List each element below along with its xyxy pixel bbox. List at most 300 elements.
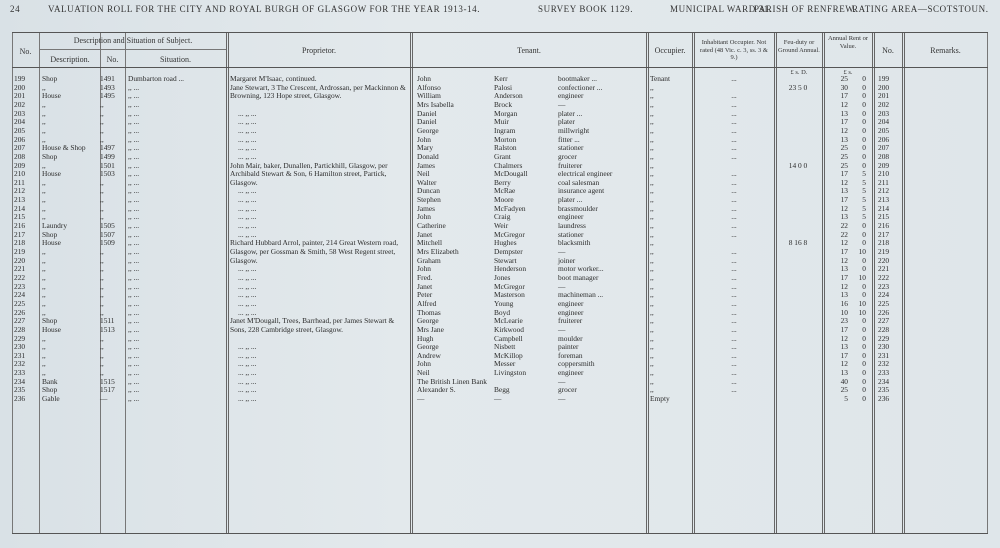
- row-situation: ,, ...: [128, 359, 140, 369]
- row-occupier: ,,: [650, 160, 654, 170]
- row-rent-shillings: 0: [862, 82, 866, 92]
- row-rent-pounds: 13: [840, 212, 848, 222]
- row-number-right: 206: [878, 134, 890, 144]
- row-rent-shillings: 0: [862, 143, 866, 153]
- row-tenant-occupation: millwright: [558, 125, 590, 135]
- row-number-right: 225: [878, 298, 890, 308]
- row-number: 204: [14, 117, 26, 127]
- row-number-right: 210: [878, 169, 890, 179]
- row-situation: ,, ...: [128, 125, 140, 135]
- row-rent-pounds: 12: [840, 359, 848, 369]
- row-situation: ,, ...: [128, 247, 140, 256]
- row-description: ,,: [42, 359, 46, 369]
- row-situation: ,, ...: [128, 290, 140, 300]
- row-tenant-surname: McGregor: [494, 281, 525, 291]
- running-head-area: RATING AREA—SCOTSTOUN.: [852, 4, 989, 14]
- row-number-right: 213: [878, 195, 890, 205]
- row-tenant-occupation: foreman: [558, 350, 583, 360]
- row-occupier: ,,: [650, 203, 654, 213]
- row-inhabitant: ...: [731, 186, 737, 196]
- row-tenant-forename: William: [417, 91, 441, 101]
- row-occupier: ,,: [650, 134, 654, 144]
- row-house-number: ,,: [100, 342, 104, 352]
- row-number: 202: [14, 99, 26, 109]
- row-tenant-occupation: fruiterer: [558, 316, 583, 326]
- row-house-number: ,,: [100, 247, 104, 256]
- row-tenant-occupation: plater ...: [558, 108, 583, 118]
- row-rent-pounds: 40: [840, 376, 848, 386]
- row-tenant-surname: Henderson: [494, 264, 527, 274]
- row-inhabitant: ...: [731, 368, 737, 378]
- row-rent-pounds: 17: [840, 169, 848, 179]
- row-tenant-occupation: electrical engineer: [558, 169, 613, 179]
- row-tenant-forename: Neil: [417, 169, 430, 179]
- row-proprietor-ditto: ... ,, ...: [238, 186, 257, 196]
- row-number-right: 231: [878, 350, 890, 360]
- row-tenant-surname: Muir: [494, 117, 509, 127]
- row-inhabitant: ...: [731, 290, 737, 300]
- row-tenant-forename: —: [417, 394, 425, 404]
- row-rent-shillings: 10: [858, 307, 866, 317]
- row-tenant-occupation: engineer: [558, 298, 584, 308]
- row-proprietor-ditto: ... ,, ...: [238, 394, 257, 404]
- row-number: 229: [14, 333, 26, 343]
- row-tenant-occupation: confectioner ...: [558, 82, 603, 92]
- row-inhabitant: ...: [731, 134, 737, 144]
- row-description: ,,: [42, 186, 46, 196]
- row-number-right: 228: [878, 324, 890, 334]
- row-tenant-forename: Donald: [417, 151, 439, 161]
- row-number: 218: [14, 238, 26, 248]
- row-tenant-surname: McKillop: [494, 350, 523, 360]
- row-occupier: ,,: [650, 307, 654, 317]
- row-occupier: ,,: [650, 99, 654, 109]
- row-tenant-surname: Morgan: [494, 108, 518, 118]
- row-house-number: 1501: [100, 160, 115, 170]
- row-number-right: 205: [878, 125, 890, 135]
- row-tenant-occupation: —: [558, 376, 566, 386]
- row-number-right: 209: [878, 160, 890, 170]
- row-rent-shillings: 0: [862, 160, 866, 170]
- row-tenant-forename: Daniel: [417, 108, 437, 118]
- row-inhabitant: ...: [731, 324, 737, 334]
- row-tenant-forename: John: [417, 359, 431, 369]
- row-description: ,,: [42, 195, 46, 205]
- row-tenant-occupation: motor worker...: [558, 264, 604, 274]
- row-inhabitant: ...: [731, 195, 737, 205]
- row-inhabitant: ...: [731, 385, 737, 395]
- row-tenant-occupation: moulder: [558, 333, 583, 343]
- row-tenant-occupation: insurance agent: [558, 186, 605, 196]
- row-rent-pounds: 5: [844, 394, 848, 404]
- row-occupier: ,,: [650, 169, 654, 179]
- row-number-right: 233: [878, 368, 890, 378]
- col-occupier: Occupier.: [654, 46, 686, 55]
- row-number: 231: [14, 350, 26, 360]
- row-occupier: ,,: [650, 368, 654, 378]
- row-rent-shillings: 0: [862, 359, 866, 369]
- row-rent-shillings: 0: [862, 264, 866, 274]
- col-feuduty: Feu-duty or Ground Annual.: [778, 39, 820, 54]
- survey-book: SURVEY BOOK 1129.: [538, 4, 634, 14]
- row-tenant-surname: McGregor: [494, 229, 525, 239]
- row-tenant-forename: Graham: [417, 255, 441, 265]
- row-situation: ,, ...: [128, 368, 140, 378]
- row-tenant-occupation: —: [558, 247, 566, 256]
- row-rent-shillings: 0: [862, 324, 866, 334]
- row-tenant-forename: John: [417, 212, 431, 222]
- row-rent-pounds: 12: [840, 281, 848, 291]
- row-occupier: ,,: [650, 212, 654, 222]
- row-inhabitant: ...: [731, 143, 737, 153]
- row-situation: ,, ...: [128, 160, 140, 170]
- row-proprietor-ditto: ... ,, ...: [238, 134, 257, 144]
- row-situation: ,, ...: [128, 342, 140, 352]
- row-number: 232: [14, 359, 26, 369]
- row-house-number: 1499: [100, 151, 115, 161]
- row-rent-shillings: 5: [862, 203, 866, 213]
- row-house-number: ,,: [100, 281, 104, 291]
- row-inhabitant: ...: [731, 359, 737, 369]
- row-tenant-occupation: —: [558, 281, 566, 291]
- row-description: House: [42, 324, 61, 334]
- row-tenant-forename: John: [417, 134, 431, 144]
- row-tenant-occupation: plater: [558, 117, 575, 127]
- row-feuduty: 14 0 0: [788, 160, 808, 170]
- row-situation: ,, ...: [128, 350, 140, 360]
- row-tenant-occupation: —: [558, 99, 566, 109]
- row-tenant-surname: Nisbett: [494, 342, 516, 352]
- row-rent-shillings: 0: [862, 350, 866, 360]
- row-rent-pounds: 25: [840, 143, 848, 153]
- row-proprietor-ditto: ... ,, ...: [238, 376, 257, 386]
- row-rent-shillings: 5: [862, 212, 866, 222]
- row-number: 220: [14, 255, 26, 265]
- row-occupier: ,,: [650, 91, 654, 101]
- row-occupier: ,,: [650, 177, 654, 187]
- col-no-right: No.: [882, 46, 894, 55]
- row-rent-pounds: 13: [840, 290, 848, 300]
- row-house-number: ,,: [100, 117, 104, 127]
- row-number-right: 219: [878, 247, 890, 256]
- row-description: ,,: [42, 290, 46, 300]
- row-situation: ,, ...: [128, 221, 140, 231]
- row-rent-pounds: 12: [840, 255, 848, 265]
- row-occupier: ,,: [650, 281, 654, 291]
- row-house-number: ,,: [100, 359, 104, 369]
- row-situation: ,, ...: [128, 316, 140, 326]
- row-description: House & Shop: [42, 143, 86, 153]
- row-rent-pounds: 13: [840, 368, 848, 378]
- row-description: ,,: [42, 247, 46, 256]
- row-description: ,,: [42, 350, 46, 360]
- row-inhabitant: ...: [731, 350, 737, 360]
- row-number-right: 234: [878, 376, 890, 386]
- valuation-table: [12, 32, 988, 534]
- row-number: 215: [14, 212, 26, 222]
- proprietor-entry: Margaret M'Isaac, continued.: [230, 74, 317, 83]
- row-description: House: [42, 238, 61, 248]
- row-rent-shillings: 0: [862, 290, 866, 300]
- row-situation: ,, ...: [128, 376, 140, 386]
- proprietor-entry: John Mair, baker, Dunallen, Partickhill, Glasgow, per Archibald Stewart & Son, 6 Hamilton street, Partick, Glasgow.: [230, 160, 388, 187]
- row-number-right: 230: [878, 342, 890, 352]
- row-rent-pounds: 13: [840, 342, 848, 352]
- row-tenant-surname: Dempster: [494, 247, 523, 256]
- row-house-number: ,,: [100, 134, 104, 144]
- row-situation: ,, ...: [128, 264, 140, 274]
- row-number-right: 221: [878, 264, 890, 274]
- row-proprietor-ditto: ... ,, ...: [238, 143, 257, 153]
- row-description: ,,: [42, 125, 46, 135]
- row-number-right: 215: [878, 212, 890, 222]
- row-description: ,,: [42, 272, 46, 282]
- row-rent-pounds: 10: [840, 307, 848, 317]
- row-tenant-occupation: boot manager: [558, 272, 599, 282]
- row-situation: ,, ...: [128, 281, 140, 291]
- row-inhabitant: ...: [731, 169, 737, 179]
- row-tenant-surname: Masterson: [494, 290, 525, 300]
- row-rent-shillings: 0: [862, 342, 866, 352]
- row-number: 230: [14, 342, 26, 352]
- row-proprietor-ditto: ... ,, ...: [238, 272, 257, 282]
- row-tenant-surname: Livingston: [494, 368, 527, 378]
- row-house-number: ,,: [100, 307, 104, 317]
- row-number: 217: [14, 229, 26, 239]
- row-rent-pounds: 23: [840, 316, 848, 326]
- row-occupier: ,,: [650, 333, 654, 343]
- row-inhabitant: ...: [731, 125, 737, 135]
- row-tenant-occupation: stationer: [558, 143, 584, 153]
- proprietor-entry: Richard Hubbard Arrol, painter, 214 Great Western road, Glasgow, per Gossman & Smith, 58 West Regent street, Glasgow.: [230, 238, 399, 265]
- row-situation: ,, ...: [128, 99, 140, 109]
- row-inhabitant: ...: [731, 298, 737, 308]
- row-inhabitant: ...: [731, 74, 737, 83]
- row-rent-pounds: 25: [840, 385, 848, 395]
- row-house-number: 1513: [100, 324, 115, 334]
- row-number-right: 224: [878, 290, 890, 300]
- row-rent-pounds: 12: [840, 125, 848, 135]
- row-proprietor-ditto: ... ,, ...: [238, 350, 257, 360]
- row-situation: ,, ...: [128, 186, 140, 196]
- row-house-number: ,,: [100, 333, 104, 343]
- row-tenant-forename: Mrs Elizabeth: [417, 247, 459, 256]
- row-rent-pounds: 22: [840, 221, 848, 231]
- row-proprietor-ditto: ... ,, ...: [238, 281, 257, 291]
- row-description: ,,: [42, 212, 46, 222]
- row-rent-shillings: 0: [862, 125, 866, 135]
- row-number-right: 201: [878, 91, 890, 101]
- row-tenant-forename: Mrs Jane: [417, 324, 444, 334]
- row-tenant-occupation: laundress: [558, 221, 586, 231]
- row-rent-pounds: 17: [840, 117, 848, 127]
- row-house-number: ,,: [100, 195, 104, 205]
- roll-title: VALUATION ROLL FOR THE CITY AND ROYAL BURGH OF GLASGOW FOR THE YEAR 1913-14.: [48, 4, 481, 14]
- row-tenant-occupation: grocer: [558, 151, 577, 161]
- row-description: ,,: [42, 82, 46, 92]
- row-tenant-surname: McDougall: [494, 169, 528, 179]
- row-tenant-forename: Janet: [417, 281, 433, 291]
- row-tenant-surname: McLearie: [494, 316, 523, 326]
- row-tenant-forename: Walter: [417, 177, 437, 187]
- row-occupier: ,,: [650, 229, 654, 239]
- row-number-right: 220: [878, 255, 890, 265]
- row-number-right: 203: [878, 108, 890, 118]
- row-number: 226: [14, 307, 26, 317]
- row-inhabitant: ...: [731, 91, 737, 101]
- row-proprietor-ditto: ... ,, ...: [238, 229, 257, 239]
- row-situation: ,, ...: [128, 151, 140, 161]
- row-tenant-surname: Anderson: [494, 91, 523, 101]
- row-number: 201: [14, 91, 26, 101]
- row-occupier: ,,: [650, 117, 654, 127]
- row-rent-shillings: 5: [862, 177, 866, 187]
- row-situation: ,, ...: [128, 272, 140, 282]
- row-tenant-occupation: —: [558, 394, 566, 404]
- row-tenant-forename: Neil: [417, 368, 430, 378]
- row-proprietor-ditto: ... ,, ...: [238, 290, 257, 300]
- row-situation: ,, ...: [128, 229, 140, 239]
- row-inhabitant: ...: [731, 342, 737, 352]
- row-tenant-forename: Hugh: [417, 333, 434, 343]
- row-number: 208: [14, 151, 26, 161]
- row-house-number: ,,: [100, 108, 104, 118]
- row-rent-pounds: 12: [840, 203, 848, 213]
- row-number-right: 199: [878, 74, 890, 83]
- row-rent-pounds: 13: [840, 264, 848, 274]
- row-rent-shillings: 10: [858, 298, 866, 308]
- row-tenant-surname: Weir: [494, 221, 509, 231]
- row-description: ,,: [42, 160, 46, 170]
- row-occupier: ,,: [650, 264, 654, 274]
- row-rent-shillings: 5: [862, 169, 866, 179]
- row-rent-shillings: 0: [862, 333, 866, 343]
- row-description: ,,: [42, 99, 46, 109]
- row-tenant-occupation: stationer: [558, 229, 584, 239]
- row-rent-shillings: 0: [862, 376, 866, 386]
- row-rent-pounds: 25: [840, 74, 848, 83]
- row-rent-shillings: 0: [862, 316, 866, 326]
- row-rent-shillings: 0: [862, 281, 866, 291]
- row-number-right: 226: [878, 307, 890, 317]
- running-head-parish: PARISH OF RENFREW.: [754, 4, 857, 14]
- row-number-right: 227: [878, 316, 890, 326]
- row-tenant-occupation: brassmoulder: [558, 203, 598, 213]
- row-number-right: 222: [878, 272, 890, 282]
- row-tenant-surname: Palosi: [494, 82, 513, 92]
- row-tenant-forename: Mitchell: [417, 238, 443, 248]
- row-description: ,,: [42, 333, 46, 343]
- row-rent-pounds: 17: [840, 324, 848, 334]
- row-occupier: ,,: [650, 82, 654, 92]
- row-number-right: 216: [878, 221, 890, 231]
- row-tenant-occupation: engineer: [558, 368, 584, 378]
- row-rent-pounds: 12: [840, 99, 848, 109]
- row-situation: ,, ...: [128, 333, 140, 343]
- col-no: No.: [19, 47, 32, 56]
- row-house-number: 1515: [100, 376, 115, 386]
- row-proprietor-ditto: ... ,, ...: [238, 195, 257, 205]
- row-tenant-surname: Campbell: [494, 333, 523, 343]
- row-house-number: 1503: [100, 169, 115, 179]
- row-tenant-occupation: fitter ...: [558, 134, 580, 144]
- row-rent-pounds: 17: [840, 350, 848, 360]
- row-inhabitant: ...: [731, 221, 737, 231]
- row-occupier: ,,: [650, 221, 654, 231]
- row-number-right: 204: [878, 117, 890, 127]
- row-number: 234: [14, 376, 26, 386]
- row-inhabitant: ...: [731, 272, 737, 282]
- row-house-number: 1511: [100, 316, 115, 326]
- row-inhabitant: ...: [731, 108, 737, 118]
- row-rent-pounds: 17: [840, 91, 848, 101]
- row-tenant-occupation: engineer: [558, 307, 584, 317]
- row-tenant-surname: Kerr: [494, 74, 508, 83]
- row-occupier: ,,: [650, 359, 654, 369]
- row-inhabitant: ...: [731, 376, 737, 386]
- row-house-number: 1497: [100, 143, 115, 153]
- row-tenant-surname: Ingram: [494, 125, 516, 135]
- row-number: 235: [14, 385, 26, 395]
- row-occupier: ,,: [650, 342, 654, 352]
- row-rent-pounds: 17: [840, 247, 848, 256]
- row-tenant-surname: McRae: [494, 186, 516, 196]
- row-number-right: 207: [878, 143, 890, 153]
- row-number: 210: [14, 169, 26, 179]
- row-number: 221: [14, 264, 26, 274]
- row-tenant-forename: Andrew: [417, 350, 441, 360]
- row-description: Shop: [42, 229, 58, 239]
- row-description: ,,: [42, 368, 46, 378]
- row-rent-shillings: 0: [862, 238, 866, 248]
- row-tenant-surname: Grant: [494, 151, 511, 161]
- row-tenant-surname: —: [494, 394, 502, 404]
- row-description: Shop: [42, 385, 58, 395]
- row-inhabitant: ...: [731, 99, 737, 109]
- row-tenant-forename: Mrs Isabella: [417, 99, 454, 109]
- row-tenant-occupation: machineman ...: [558, 290, 604, 300]
- row-tenant-surname: Boyd: [494, 307, 511, 317]
- row-house-number: ,,: [100, 212, 104, 222]
- row-proprietor-ditto: ... ,, ...: [238, 359, 257, 369]
- row-house-number: ,,: [100, 255, 104, 265]
- row-rent-pounds: 22: [840, 229, 848, 239]
- row-rent-pounds: 17: [840, 195, 848, 205]
- row-rent-shillings: 0: [862, 108, 866, 118]
- row-description: Shop: [42, 316, 58, 326]
- row-tenant-surname: Begg: [494, 385, 510, 395]
- row-tenant-surname: Young: [494, 298, 514, 308]
- row-situation: ,, ...: [128, 212, 140, 222]
- row-occupier: ,,: [650, 195, 654, 205]
- row-situation: ,, ...: [128, 385, 140, 395]
- row-number-right: 235: [878, 385, 890, 395]
- row-description: Shop: [42, 74, 58, 83]
- row-inhabitant: ...: [731, 333, 737, 343]
- row-house-number: ,,: [100, 125, 104, 135]
- row-occupier: ,,: [650, 350, 654, 360]
- row-house-number: ,,: [100, 350, 104, 360]
- row-rent-pounds: 13: [840, 108, 848, 118]
- row-tenant-occupation: bootmaker ...: [558, 74, 597, 83]
- running-head: [10, 4, 990, 18]
- row-rent-shillings: 0: [862, 394, 866, 404]
- row-tenant-surname: Messer: [494, 359, 516, 369]
- row-description: ,,: [42, 281, 46, 291]
- row-house-number: ,,: [100, 264, 104, 274]
- row-number-right: 217: [878, 229, 890, 239]
- row-tenant-surname: Moore: [494, 195, 514, 205]
